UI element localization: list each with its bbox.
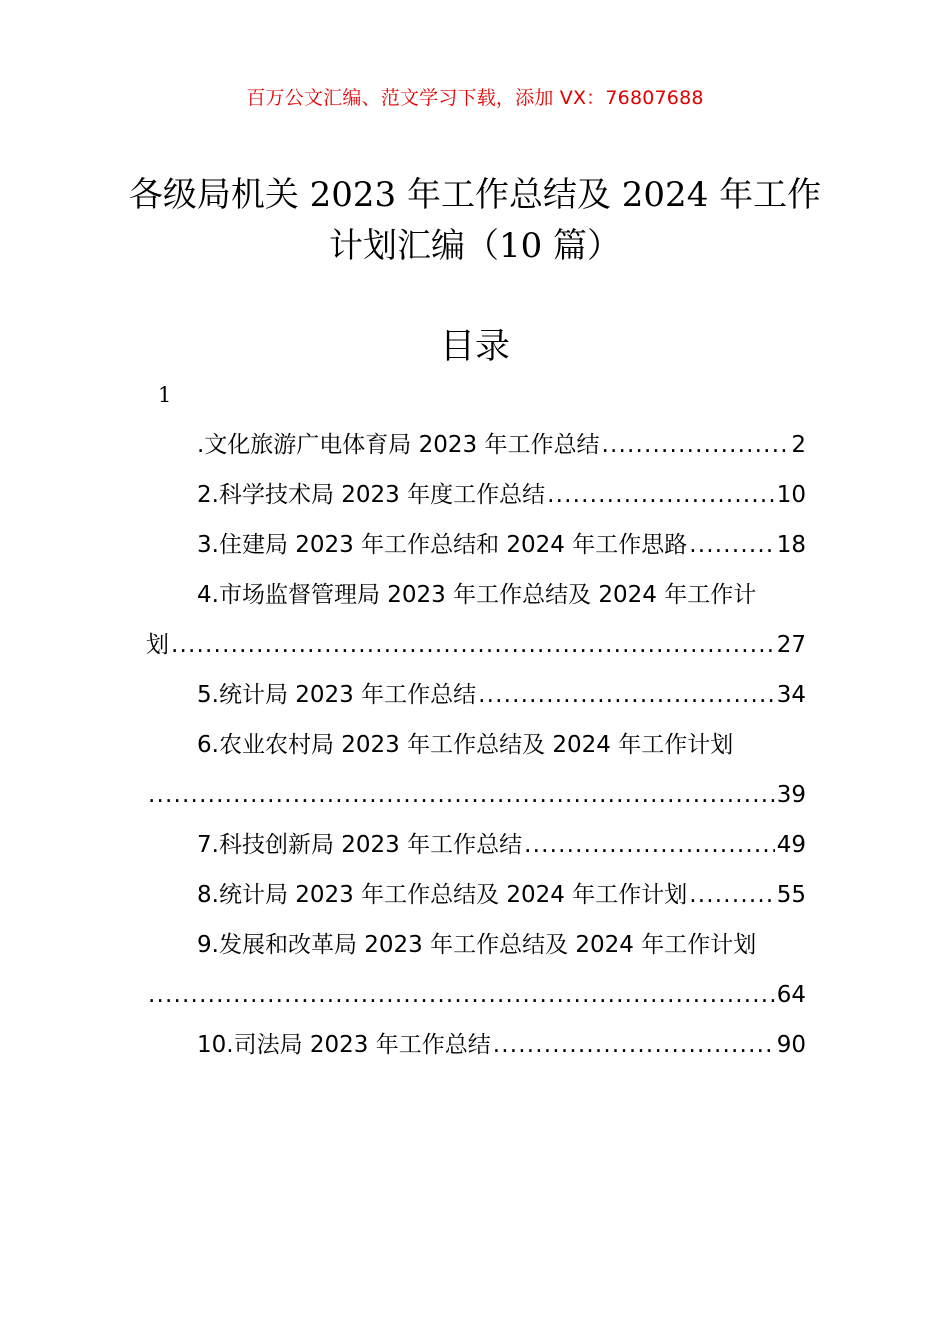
toc-entry-title: 8.统计局 2023 年工作总结及 2024 年工作计划 — [197, 882, 688, 908]
toc-heading: 目录 — [439, 327, 510, 367]
toc-page-number: 49 — [776, 832, 806, 858]
toc-entry[interactable] — [146, 920, 806, 1020]
toc-entry[interactable] — [146, 520, 806, 570]
toc-page-number: 55 — [776, 882, 806, 908]
toc-leader-dots — [547, 470, 775, 520]
toc-page-number: 90 — [776, 1032, 806, 1058]
toc-leader-dots — [148, 770, 775, 820]
toc-leader-dots — [148, 970, 775, 1020]
toc-page-number: 34 — [776, 682, 806, 708]
title-line-2: 计划汇编（10 篇） — [328, 226, 622, 266]
toc-page-number: 10 — [776, 482, 806, 508]
toc-entry-title: 4.市场监督管理局 2023 年工作总结及 2024 年工作计 — [197, 582, 757, 608]
toc-entry[interactable] — [146, 720, 806, 820]
document-title — [100, 170, 850, 272]
toc-entry[interactable] — [146, 420, 806, 470]
toc-entry[interactable] — [146, 470, 806, 520]
toc-entry-title: 2.科学技术局 2023 年度工作总结 — [197, 482, 546, 508]
toc-entry-title: 6.农业农村局 2023 年工作总结及 2024 年工作计划 — [197, 732, 734, 758]
toc-entry[interactable] — [146, 870, 806, 920]
toc-leader-dots — [689, 870, 774, 920]
toc-entry-title: 划 — [146, 632, 169, 658]
toc-page-number: 18 — [776, 532, 806, 558]
toc-entry[interactable] — [146, 570, 806, 670]
promo-header: 百万公文汇编、范文学习下载，添加 VX：76807688 — [246, 87, 704, 109]
toc-page-number: 64 — [776, 982, 806, 1008]
toc-leader-dots — [493, 1020, 775, 1070]
title-line-1: 各级局机关 2023 年工作总结及 2024 年工作 — [128, 175, 822, 215]
toc-entry-title: 9.发展和改革局 2023 年工作总结及 2024 年工作计划 — [197, 932, 757, 958]
toc-leader-dots — [524, 820, 775, 870]
toc-page-number: 27 — [776, 632, 806, 658]
toc-entry[interactable] — [146, 670, 806, 720]
table-of-contents — [146, 420, 806, 1070]
toc-leader-dots — [601, 420, 789, 470]
toc-entry-title: 10.司法局 2023 年工作总结 — [197, 1032, 491, 1058]
toc-entry[interactable] — [146, 1020, 806, 1070]
toc-entry-title: .文化旅游广电体育局 2023 年工作总结 — [197, 432, 600, 458]
toc-entry-title: 3.住建局 2023 年工作总结和 2024 年工作思路 — [197, 532, 688, 558]
toc-leader-dots — [689, 520, 774, 570]
toc-entry-title: 5.统计局 2023 年工作总结 — [197, 682, 477, 708]
toc-entry-title: 7.科技创新局 2023 年工作总结 — [197, 832, 523, 858]
toc-leader-dots — [478, 670, 775, 720]
toc-entry[interactable] — [146, 820, 806, 870]
toc-page-number: 2 — [791, 432, 806, 458]
page-number-marker: 1 — [158, 383, 172, 407]
toc-page-number: 39 — [776, 782, 806, 808]
toc-leader-dots — [171, 620, 775, 670]
